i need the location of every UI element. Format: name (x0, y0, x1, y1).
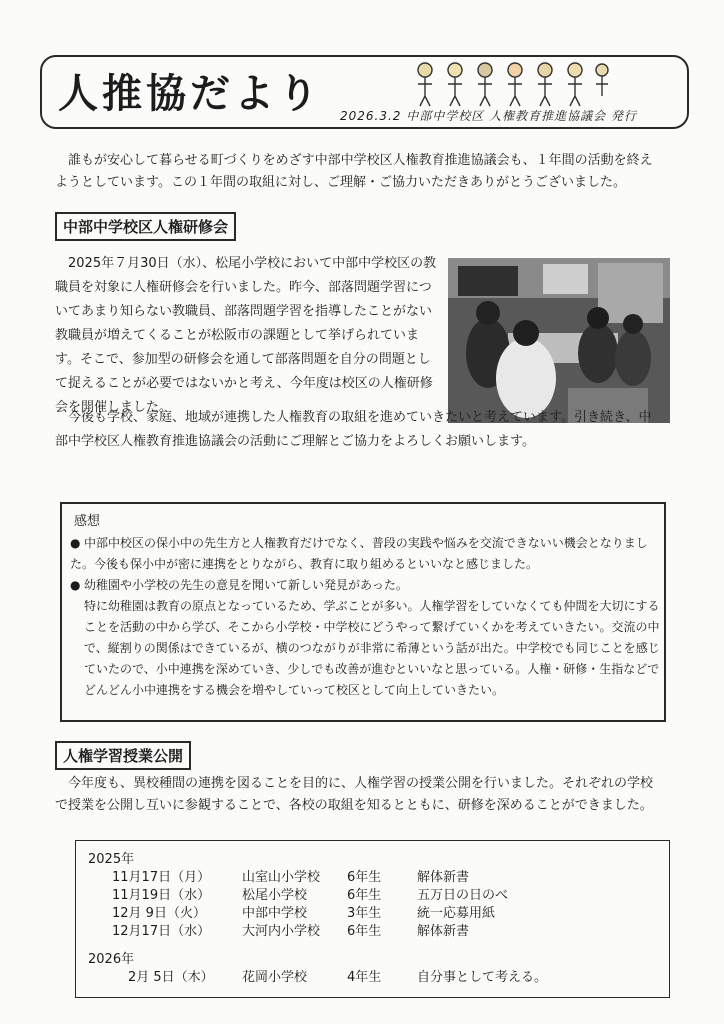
schedule-grade: 6年生 (347, 924, 382, 939)
schedule-grade: 6年生 (347, 870, 382, 885)
schedule-date: 11月19日（水） (112, 888, 211, 903)
training-photo (448, 258, 670, 423)
schedule-date: 11月17日（月） (112, 870, 211, 885)
schedule-school: 山室山小学校 (242, 870, 321, 885)
schedule-date: 12月 9日（火） (112, 906, 206, 921)
schedule-grade: 3年生 (347, 906, 382, 921)
intro-paragraph: 誰もが安心して暮らせる町づくりをめざす中部中学校区人権教育推進協議会も、１年間の活動を終えようとしています。この１年間の取組に対し、ご理解・ご協力いただきありがとうございました。 (55, 153, 653, 190)
training-closing-paragraph: 今後も学校、家庭、地域が連携した人権教育の取組を進めていきたいと考えています。引き続き、中部中学校区人権教育推進協議会の活動にご理解とご協力をよろしくお願いします。 (55, 410, 652, 449)
bullet-icon: ● (70, 536, 81, 550)
children-illustration (410, 58, 610, 108)
impression-item (70, 575, 660, 596)
schedule-theme: 五万日の日のべ (417, 888, 509, 903)
issue-date-publisher: 2026.3.2 中部中学校区 人権教育推進協議会 発行 (340, 109, 637, 123)
schedule-theme: 統一応募用紙 (417, 906, 496, 921)
schedule-grade: 4年生 (347, 970, 382, 985)
section-heading-open-class: 人権学習授業公開 (55, 741, 191, 770)
schedule-year: 2025年 (88, 852, 135, 867)
schedule-theme: 解体新書 (417, 870, 470, 885)
schedule-theme: 解体新書 (417, 924, 470, 939)
schedule-school: 松尾小学校 (242, 888, 308, 903)
training-paragraph: 2025年７月30日（水）、松尾小学校において中部中学校区の教職員を対象に人権研修会を行いました。昨今、部落問題学習についてあまり知らない教職員、部落問題学習を指導したことがない教職員が増えてくることが松阪市の課題として挙げられています。そこで、参加型の研修会を通して部落問題を自分の問題として捉えることが必要ではないかと考え、今年度は校区の人権研修会を開催しました。 (55, 256, 437, 415)
open-class-paragraph: 今年度も、異校種間の連携を図ることを目的に、人権学習の授業公開を行いました。それぞれの学校で授業を公開し互いに参観することで、各校の取組を知るとともに、研修を深めることができました。 (55, 776, 654, 813)
newsletter-title: 人推協だより (58, 71, 322, 117)
bullet-icon: ● (70, 578, 81, 592)
schedule-date: 2月 5日（木） (128, 970, 214, 985)
schedule-school: 大河内小学校 (242, 924, 321, 939)
impression-text: 中部中校区の保小中の先生方と人権教育だけでなく、普段の実践や悩みを交流できないい機会となりました。今後も保小中が密に連携をとりながら、教育に取り組めるといいなと感じました。 (70, 536, 648, 571)
schedule-date: 12月17日（水） (112, 924, 211, 939)
impression-continuation: 特に幼稚園は教育の原点となっているため、学ぶことが多い。人権学習をしていなくても仲間を大切にすることを活動の中から学び、そこから小学校・中学校にどうやって繋げていくかを考えていきたい。交流の中で、縦割りの関係はできているが、横のつながりが非常に希薄という話が出た。中学校でも同じことを感じていたので、小中連携を深めていき、少しでも改善が進むといいなと思っている。人権・研修・生指などでどんどん小中連携をする機会を増やしていって校区として向上していきたい。 (84, 599, 660, 697)
schedule-year: 2026年 (88, 952, 135, 967)
schedule-school: 中部中学校 (242, 906, 308, 921)
section-heading-training: 中部中学校区人権研修会 (55, 212, 236, 241)
schedule-theme: 自分事として考える。 (417, 970, 548, 985)
impressions-box (60, 502, 666, 722)
impression-item (70, 533, 660, 575)
schedule-grade: 6年生 (347, 888, 382, 903)
impression-text: 幼稚園や小学校の先生の意見を聞いて新しい発見があった。 (84, 578, 408, 592)
impressions-label: 感想 (74, 514, 101, 529)
schedule-school: 花岡小学校 (242, 970, 308, 985)
